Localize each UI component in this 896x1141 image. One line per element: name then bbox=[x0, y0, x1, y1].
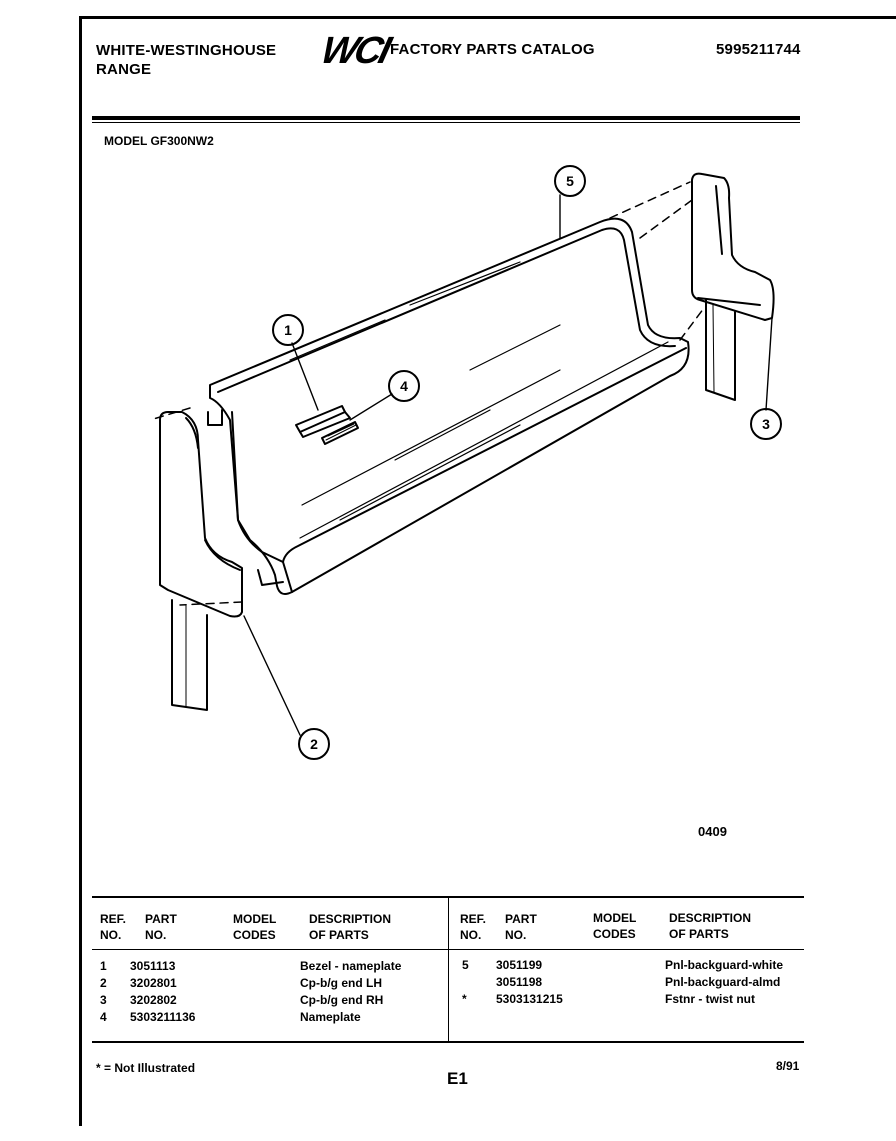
wci-logo: WCI bbox=[316, 30, 393, 72]
callout-2: 2 bbox=[310, 736, 318, 752]
figure-code: 0409 bbox=[698, 824, 727, 839]
brand-line-2: RANGE bbox=[96, 61, 152, 78]
catalog-number: 5995211744 bbox=[716, 41, 801, 58]
callout-3: 3 bbox=[762, 416, 770, 432]
right-rows: 5 3051199 Pnl-backguard-white 3051198 Pnl-backguard-almd * 5303131215 Fstnr - twist nut bbox=[462, 958, 784, 1006]
header-part-left: PART NO. bbox=[145, 912, 177, 942]
header-ref-left: REF. NO. bbox=[100, 912, 127, 942]
table-bottom-rule bbox=[92, 1041, 804, 1043]
catalog-title: FACTORY PARTS CATALOG bbox=[390, 41, 595, 58]
page-number: E1 bbox=[447, 1069, 468, 1088]
left-end-cap bbox=[160, 412, 242, 710]
left-rows: 1 3051113 Bezel - nameplate 2 3202801 Cp-b/g end LH 3 3202802 Cp-b/g end RH 4 5303211136 Nameplate bbox=[100, 959, 402, 1024]
nameplate-parts bbox=[296, 406, 358, 444]
backguard-panel bbox=[208, 219, 689, 594]
table-center-divider bbox=[448, 898, 449, 1041]
model-label: MODEL GF300NW2 bbox=[104, 134, 214, 148]
header-model-right: MODEL CODES bbox=[593, 911, 637, 941]
brand-line-1: WHITE-WESTINGHOUSE bbox=[96, 42, 277, 59]
callout-5: 5 bbox=[566, 173, 574, 189]
header-model-left: MODEL CODES bbox=[233, 912, 277, 942]
header-part-right: PART NO. bbox=[505, 912, 537, 942]
header-desc-left: DESCRIPTION OF PARTS bbox=[309, 912, 392, 942]
right-end-cap bbox=[692, 174, 774, 400]
revision-date: 8/91 bbox=[776, 1059, 800, 1073]
callout-1: 1 bbox=[284, 322, 292, 338]
header-ref-right: REF. NO. bbox=[460, 912, 487, 942]
header-desc-right: DESCRIPTION OF PARTS bbox=[669, 911, 752, 941]
callout-4: 4 bbox=[400, 378, 408, 394]
not-illustrated-note: * = Not Illustrated bbox=[96, 1061, 196, 1075]
